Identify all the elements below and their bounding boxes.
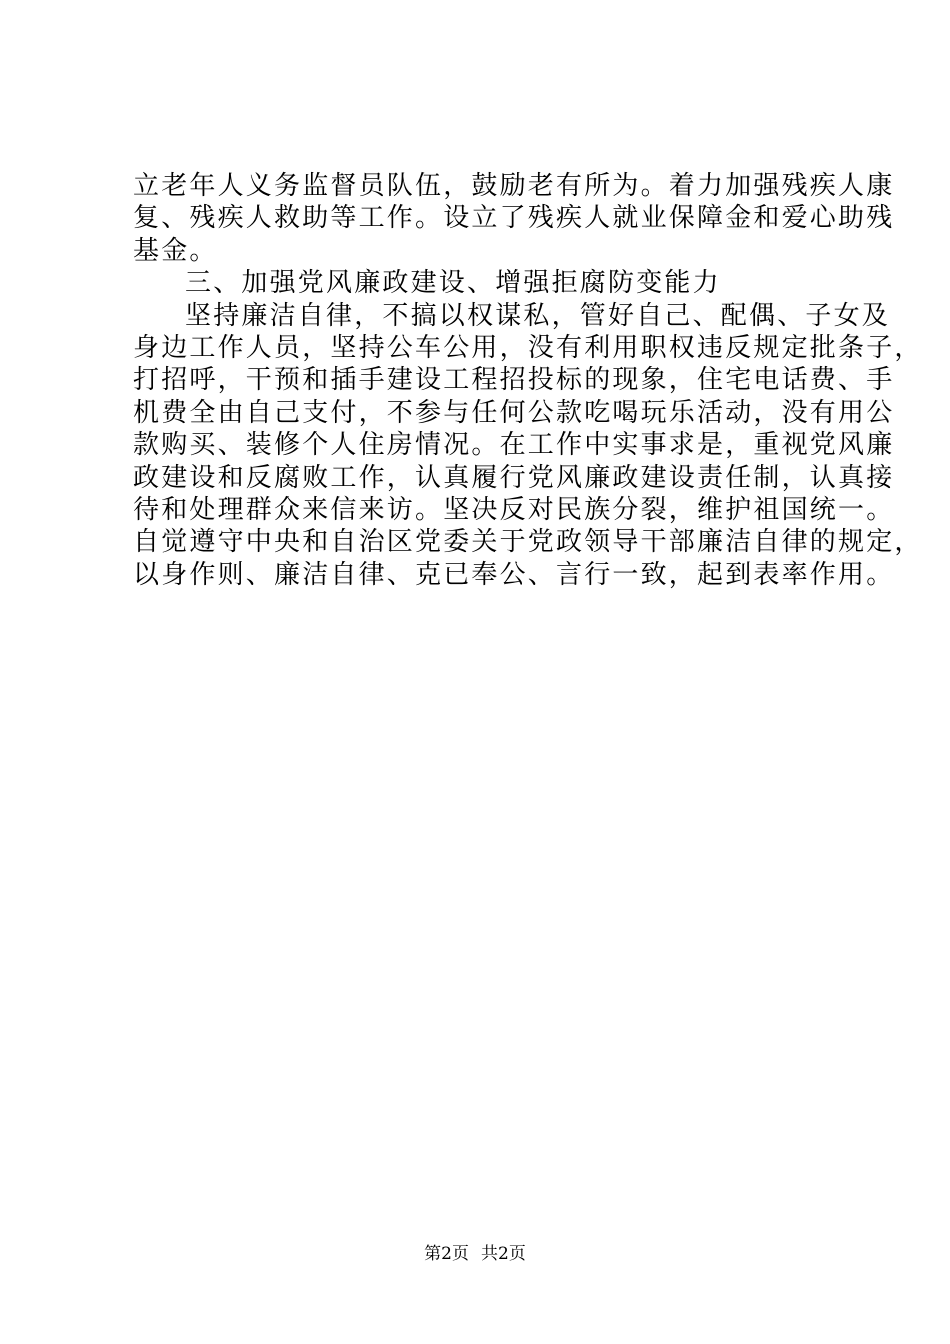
text-line: 款购买、装修个人住房情况。在工作中实事求是，重视党风廉: [133, 430, 895, 461]
page-number: 第2页: [424, 1244, 469, 1264]
text-line: 机费全由自己支付，不参与任何公款吃喝玩乐活动，没有用公: [133, 397, 895, 428]
page-footer: [0, 1243, 950, 1265]
page-total: 共2页: [481, 1244, 526, 1264]
text-line: 打招呼，干预和插手建设工程招投标的现象，住宅电话费、手: [133, 365, 895, 396]
text-line: 立老年人义务监督员队伍，鼓励老有所为。着力加强残疾人康: [133, 171, 895, 201]
text-line: 自觉遵守中央和自治区党委关于党政领导干部廉洁自律的规定，: [133, 527, 923, 558]
text-line: 身边工作人员，坚持公车公用，没有利用职权违反规定批条子，: [133, 332, 923, 363]
text-line: 复、残疾人救助等工作。设立了残疾人就业保障金和爱心助残: [133, 203, 895, 234]
text-line: 政建设和反腐败工作，认真履行党风廉政建设责任制，认真接: [133, 462, 895, 493]
section-heading: 三、加强党风廉政建设、增强拒腐防变能力: [185, 268, 721, 299]
text-line: 以身作则、廉洁自律、克已奉公、言行一致，起到表率作用。: [133, 559, 895, 590]
body-text: [133, 170, 923, 591]
text-line: 待和处理群众来信来访。坚决反对民族分裂，维护祖国统一。: [133, 494, 895, 525]
text-line: 基金。: [133, 235, 218, 266]
paragraph-first-line: 坚持廉洁自律，不搞以权谋私，管好自己、配偶、子女及: [185, 300, 891, 331]
